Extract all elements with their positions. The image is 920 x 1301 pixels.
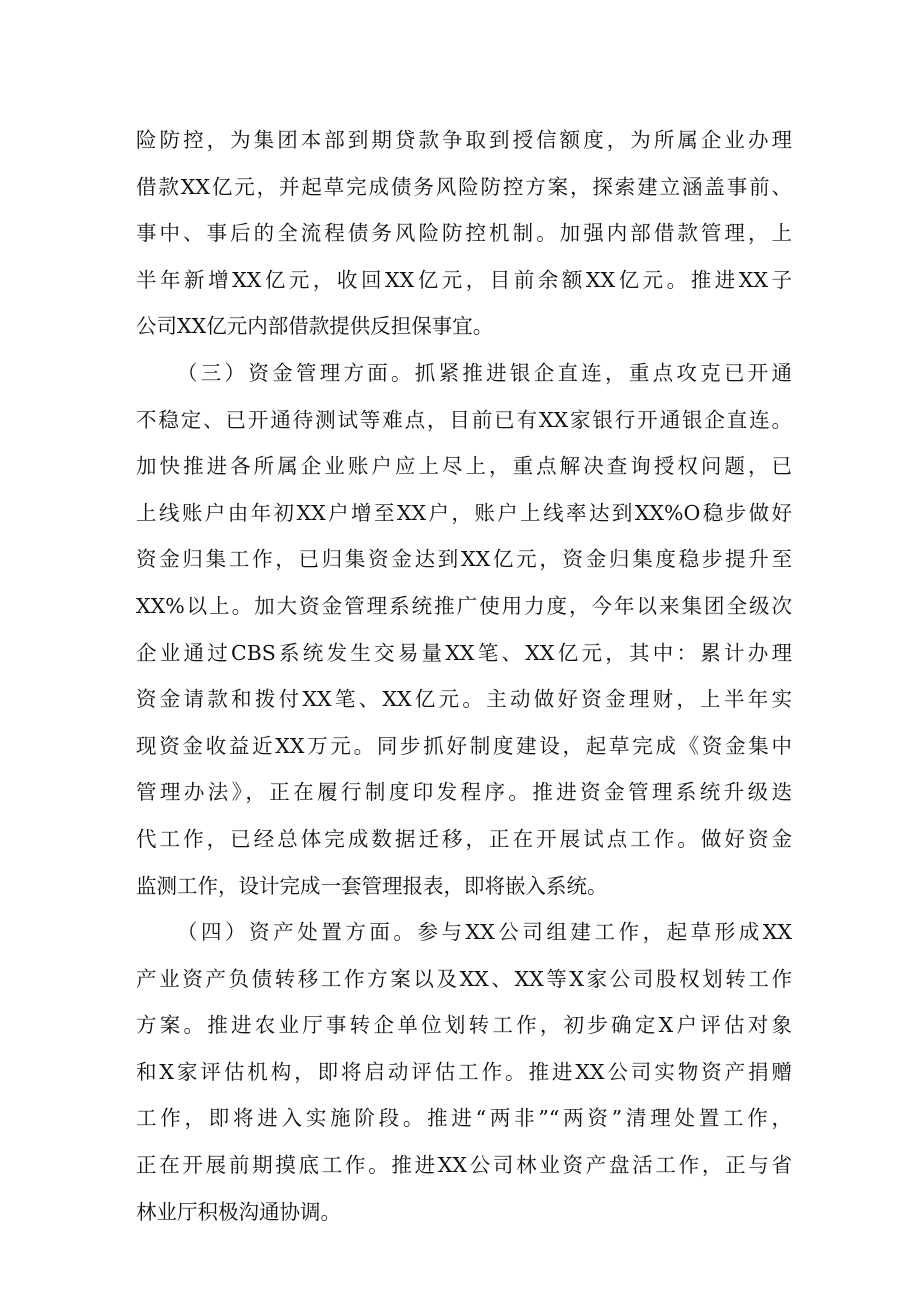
text-line: 不稳定、已开通待测试等难点，目前已有XX家银行开通银企直连。 xyxy=(136,407,792,432)
text-line: 管理办法》，正在履行制度印发程序。推进资金管理系统升级迭 xyxy=(136,780,792,805)
text-line: 险防控，为集团本部到期贷款争取到授信额度，为所属企业办理 xyxy=(136,128,792,152)
text-line: 半年新增XX亿元，收回XX亿元，目前余额XX亿元。推进XX子 xyxy=(136,267,792,292)
section-heading-line: （四）资产处置方面。参与XX公司组建工作，起草形成XX xyxy=(177,920,792,945)
text-line: 代工作，已经总体完成数据迁移，正在开展试点工作。做好资金 xyxy=(136,826,792,851)
text-line: 监测工作，设计完成一套管理报表，即将嵌入系统。 xyxy=(136,873,608,898)
text-line: 资金请款和拨付XX笔、XX亿元。主动做好资金理财，上半年实 xyxy=(136,687,792,712)
text-line: 资金归集工作，已归集资金达到XX亿元，资金归集度稳步提升至 xyxy=(136,547,792,572)
document-body xyxy=(136,117,792,1235)
section-heading-line: （三）资金管理方面。抓紧推进银企直连，重点攻克已开通 xyxy=(177,360,792,385)
text-line: 事中、事后的全流程债务风险防控机制。加强内部借款管理，上 xyxy=(136,221,792,246)
text-line: 借款XX亿元，并起草完成债务风险防控方案，探索建立涵盖事前、 xyxy=(136,174,792,199)
text-line: 和X家评估机构，即将启动评估工作。推进XX公司实物资产捐赠 xyxy=(136,1059,792,1084)
text-line: 正在开展前期摸底工作。推进XX公司林业资产盘活工作，正与省 xyxy=(136,1153,792,1178)
text-line: 加快推进各所属企业账户应上尽上，重点解决查询授权问题，已 xyxy=(136,454,792,479)
text-line: 现资金收益近XX万元。同步抓好制度建设，起草完成《资金集中 xyxy=(136,733,792,758)
text-line: 工作，即将进入实施阶段。推进“两非”“两资”清理处置工作， xyxy=(136,1106,792,1131)
text-line: 林业厅积极沟通协调。 xyxy=(136,1199,341,1224)
text-line: 方案。推进农业厅事转企单位划转工作，初步确定X户评估对象 xyxy=(136,1013,792,1038)
text-line: 产业资产负债转移工作方案以及XX、XX等X家公司股权划转工作 xyxy=(136,966,792,991)
text-line: 企业通过CBS系统发生交易量XX笔、XX亿元，其中：累计办理 xyxy=(136,640,792,665)
text-line: XX%以上。加大资金管理系统推广使用力度，今年以来集团全级次 xyxy=(136,593,792,618)
text-line: 公司XX亿元内部借款提供反担保事宜。 xyxy=(136,314,494,339)
text-line: 上线账户由年初XX户增至XX户，账户上线率达到XX%O稳步做好 xyxy=(136,500,792,525)
